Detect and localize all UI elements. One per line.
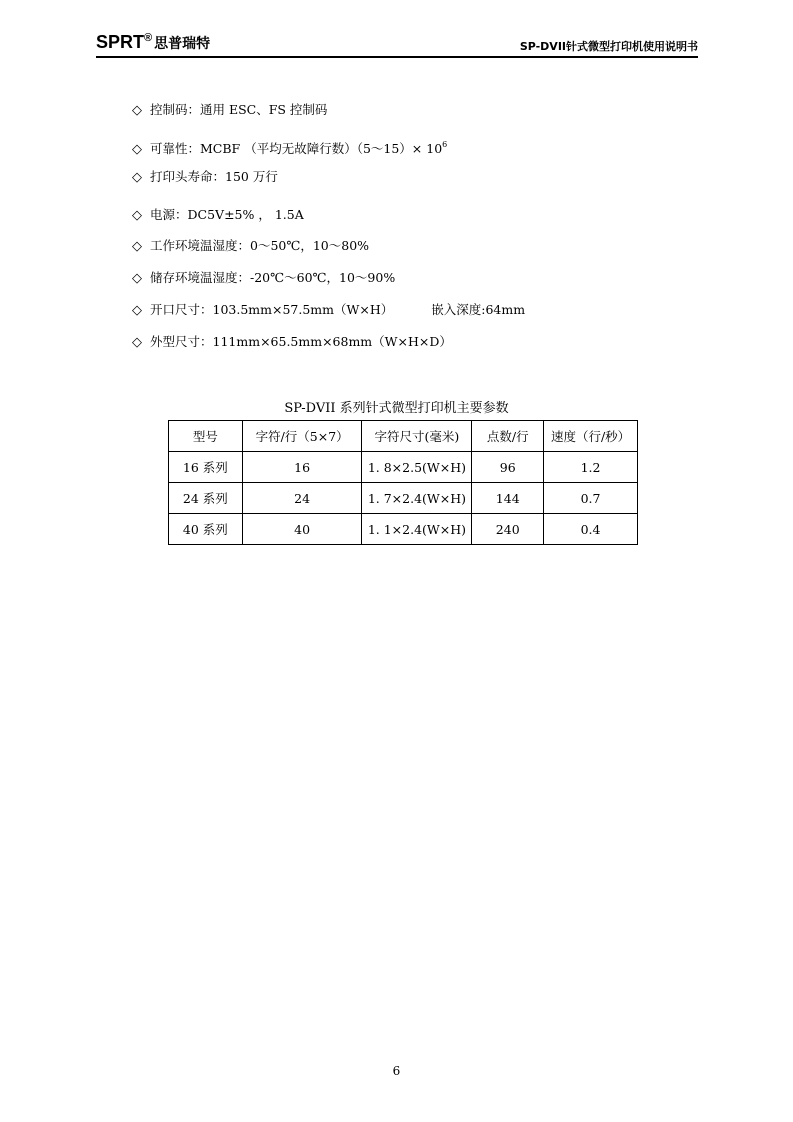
diamond-bullet-icon: ◇ — [132, 170, 142, 185]
brand-logo — [96, 32, 210, 53]
page-header — [96, 30, 698, 58]
diamond-bullet-icon: ◇ — [132, 142, 142, 157]
spec-opening-size — [132, 302, 525, 319]
diamond-bullet-icon: ◇ — [132, 239, 142, 254]
registered-mark: ® — [144, 32, 153, 44]
spec-text: 开口尺寸：103.5mm×57.5mm（W×H） — [150, 302, 394, 317]
cell-dots-per-line: 144 — [472, 483, 544, 514]
exponent: 6 — [442, 140, 448, 149]
cell-chars-per-line: 16 — [242, 452, 362, 483]
cell-speed: 0.7 — [544, 483, 638, 514]
cell-speed: 1.2 — [544, 452, 638, 483]
spec-text: 控制码：通用 ESC、FS 控制码 — [150, 102, 328, 117]
spec-print-head-life — [132, 169, 278, 186]
header-speed: 速度（行/秒） — [544, 421, 638, 452]
spec-control-code — [132, 102, 327, 119]
page-number: 6 — [392, 1064, 401, 1078]
diamond-bullet-icon: ◇ — [132, 335, 142, 350]
spec-text: 电源：DC5V±5% ， 1.5A — [150, 207, 304, 222]
spec-working-env — [132, 238, 369, 255]
brand-name: SPRT — [96, 32, 145, 52]
diamond-bullet-icon: ◇ — [132, 271, 142, 286]
spec-outer-size — [132, 334, 452, 351]
cell-char-size: 1. 7×2.4(W×H) — [362, 483, 472, 514]
cell-chars-per-line: 40 — [242, 514, 362, 545]
cell-char-size: 1. 1×2.4(W×H) — [362, 514, 472, 545]
cell-model: 40 系列 — [169, 514, 243, 545]
spec-embed-depth: 嵌入深度:64mm — [431, 302, 526, 317]
header-model: 型号 — [169, 421, 243, 452]
cell-model: 24 系列 — [169, 483, 243, 514]
spec-power — [132, 207, 304, 224]
document-title: SP-DVII针式微型打印机使用说明书 — [519, 40, 698, 53]
parameters-table — [168, 420, 638, 545]
cell-dots-per-line: 96 — [472, 452, 544, 483]
cell-speed: 0.4 — [544, 514, 638, 545]
cell-model: 16 系列 — [169, 452, 243, 483]
spec-text: 储存环境温湿度：-20℃～60℃，10～90% — [150, 270, 396, 285]
brand-name-cn: 思普瑞特 — [154, 35, 211, 51]
cell-dots-per-line: 240 — [472, 514, 544, 545]
table-row — [169, 514, 638, 545]
spec-text: 打印头寿命：150 万行 — [150, 169, 278, 184]
cell-char-size: 1. 8×2.5(W×H) — [362, 452, 472, 483]
header-char-size: 字符尺寸(毫米) — [362, 421, 472, 452]
spec-reliability — [132, 137, 447, 158]
table-row — [169, 483, 638, 514]
spec-text: 外型尺寸：111mm×65.5mm×68mm（W×H×D） — [150, 334, 452, 349]
table-caption: SP-DVII 系列针式微型打印机主要参数 — [284, 401, 509, 416]
spec-text: 工作环境温湿度：0～50℃，10～80% — [150, 238, 370, 253]
diamond-bullet-icon: ◇ — [132, 103, 142, 118]
table-header-row — [169, 421, 638, 452]
spec-storage-env — [132, 270, 395, 287]
table-row — [169, 452, 638, 483]
diamond-bullet-icon: ◇ — [132, 303, 142, 318]
spec-text: 可靠性：MCBF （平均无故障行数）（5～15）× 10 — [150, 141, 443, 156]
diamond-bullet-icon: ◇ — [132, 208, 142, 223]
cell-chars-per-line: 24 — [242, 483, 362, 514]
header-dots-per-line: 点数/行 — [472, 421, 544, 452]
header-chars-per-line: 字符/行（5×7） — [242, 421, 362, 452]
